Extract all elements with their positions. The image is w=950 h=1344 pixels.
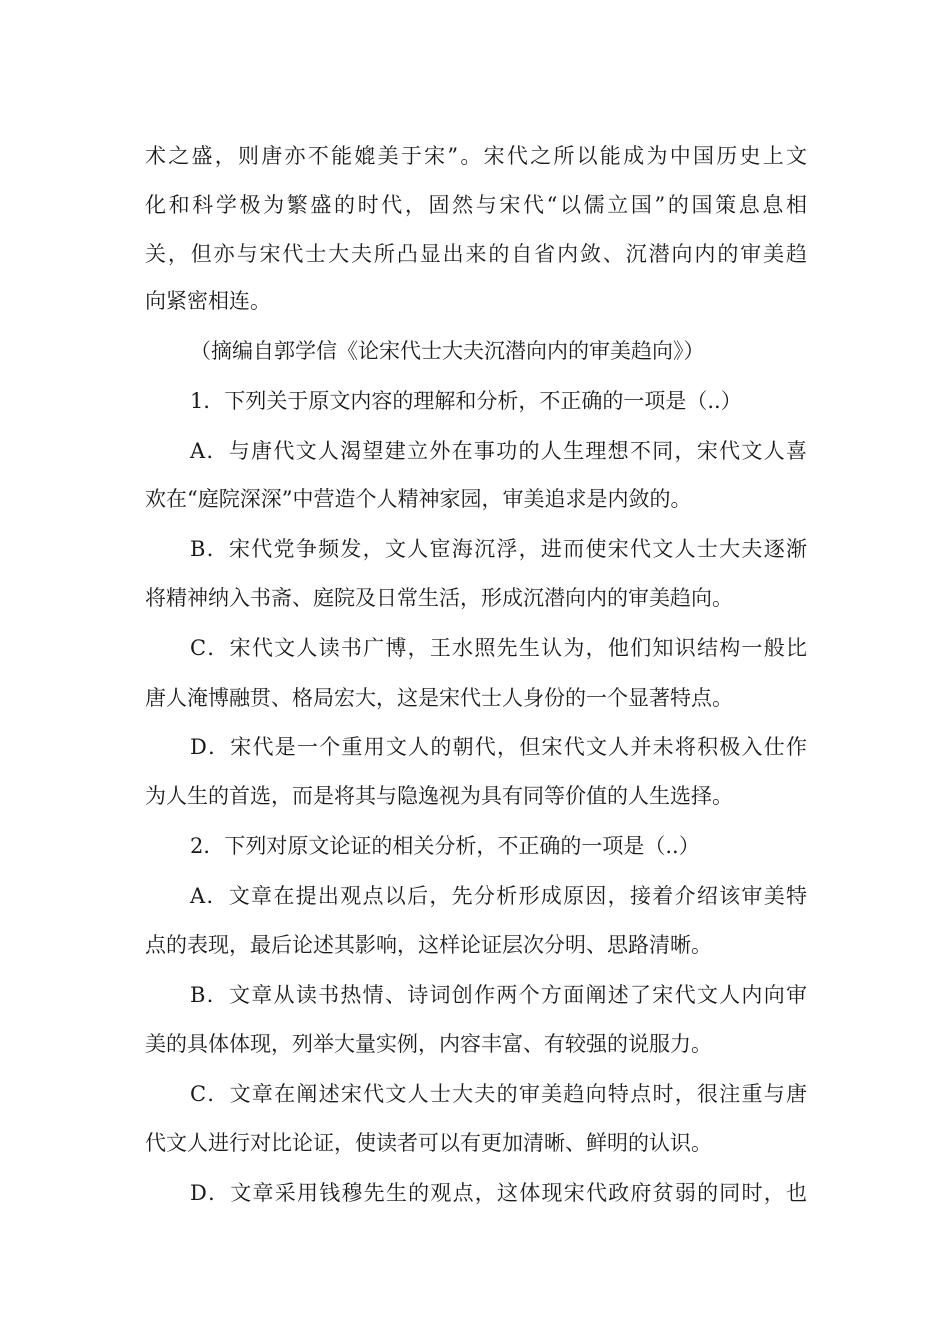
paragraph-line: 向紧密相连。 bbox=[145, 289, 271, 313]
q1-option-c-line: C．宋代文人读书广博，王水照先生认为，他们知识结构一般比 bbox=[190, 636, 807, 660]
q2-option-a-line: A．文章在提出观点以后，先分析形成原因，接着介绍该审美特 bbox=[190, 884, 807, 908]
q2-option-b-line: 美的具体体现，列举大量实例，内容丰富、有较强的说服力。 bbox=[145, 1032, 712, 1056]
q2-option-a-line: 点的表现，最后论述其影响，这样论证层次分明、思路清晰。 bbox=[145, 933, 712, 957]
q1-option-d-line: 为人生的首选，而是将其与隐逸视为具有同等价值的人生选择。 bbox=[145, 784, 733, 808]
q1-option-b-line: B．宋代党争频发，文人宦海沉浮，进而使宋代文人士大夫逐渐 bbox=[190, 537, 807, 561]
q1-option-d-line: D．宋代是一个重用文人的朝代，但宋代文人并未将积极入仕作 bbox=[190, 735, 807, 759]
question-1-stem: 1．下列关于原文内容的理解和分析，不正确的一项是（..） bbox=[190, 389, 742, 413]
source-citation: （摘编自郭学信《论宋代士大夫沉潜向内的审美趋向》） bbox=[190, 339, 705, 363]
q1-option-a-line: A．与唐代文人渴望建立外在事功的人生理想不同，宋代文人喜 bbox=[190, 439, 807, 463]
q2-option-b-line: B．文章从读书热情、诗词创作两个方面阐述了宋代文人内向审 bbox=[190, 983, 807, 1007]
q2-option-d-line: D．文章采用钱穆先生的观点，这体现宋代政府贫弱的同时，也 bbox=[190, 1181, 807, 1205]
q1-option-c-line: 唐人淹博融贯、格局宏大，这是宋代士人身份的一个显著特点。 bbox=[145, 686, 733, 710]
q2-option-c-line: C．文章在阐述宋代文人士大夫的审美趋向特点时，很注重与唐 bbox=[190, 1082, 807, 1106]
paragraph-line: 关，但亦与宋代士大夫所凸显出来的自省内敛、沉潜向内的审美趋 bbox=[145, 242, 807, 266]
paragraph-line: 化和科学极为繁盛的时代，固然与宋代“以儒立国”的国策息息相 bbox=[145, 193, 807, 217]
q1-option-b-line: 将精神纳入书斋、庭院及日常生活，形成沉潜向内的审美趋向。 bbox=[145, 586, 733, 610]
question-2-stem: 2．下列对原文论证的相关分析，不正确的一项是（..） bbox=[190, 834, 700, 858]
paragraph-line: 术之盛，则唐亦不能媲美于宋”。宋代之所以能成为中国历史上文 bbox=[145, 144, 807, 168]
q1-option-a-line: 欢在“庭院深深”中营造个人精神家园，审美追求是内敛的。 bbox=[145, 487, 692, 511]
q2-option-c-line: 代文人进行对比论证，使读者可以有更加清晰、鲜明的认识。 bbox=[145, 1131, 712, 1155]
